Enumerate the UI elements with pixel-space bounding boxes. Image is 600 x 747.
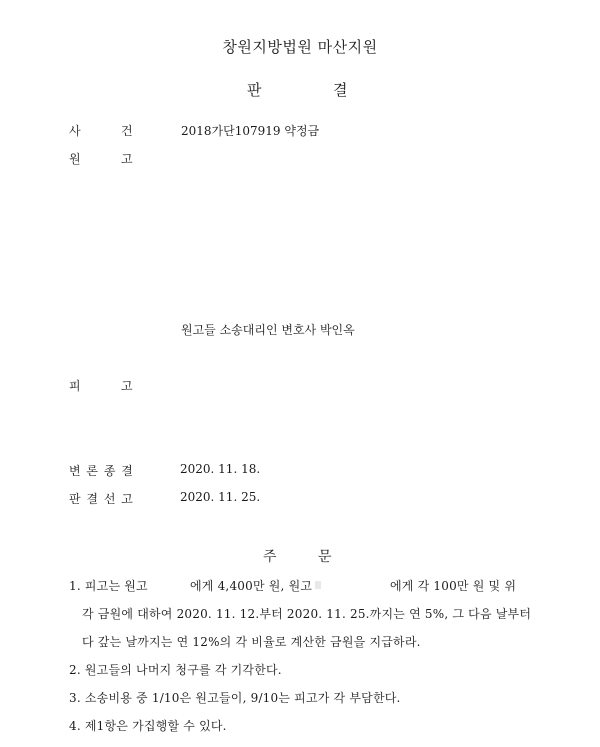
closing-argument-label: 변 론 종 결 bbox=[69, 464, 134, 478]
disposition-item-1-part-c: 에게 각 100만 원 및 위 bbox=[390, 579, 517, 593]
defendant-label-char-2: 고 bbox=[121, 379, 133, 393]
plaintiff-label-char-2: 고 bbox=[121, 152, 133, 166]
case-number: 2018가단107919 약정금 bbox=[181, 124, 320, 138]
disposition-item-4: 4. 제1항은 가집행할 수 있다. bbox=[69, 719, 227, 733]
disposition-item-1-line-3: 다 갚는 날까지는 연 12%의 각 비율로 계산한 금원을 지급하라. bbox=[82, 635, 421, 649]
defendant-label-char-1: 피 bbox=[69, 379, 81, 393]
plaintiff-label-char-1: 원 bbox=[69, 152, 81, 166]
case-label-char-1: 사 bbox=[69, 124, 81, 138]
disposition-item-1-part-a: 1. 피고는 원고 bbox=[69, 579, 148, 593]
judgment-date-label: 판 결 선 고 bbox=[69, 492, 134, 506]
document-title-char-1: 판 bbox=[247, 81, 262, 99]
disposition-item-3: 3. 소송비용 중 1/10은 원고들이, 9/10는 피고가 각 부담한다. bbox=[69, 691, 401, 705]
document-title-char-2: 결 bbox=[333, 81, 348, 99]
disposition-item-2: 2. 원고들의 나머지 청구를 각 기각한다. bbox=[69, 663, 282, 677]
plaintiff-attorney: 원고들 소송대리인 변호사 박인옥 bbox=[181, 323, 355, 337]
disposition-heading-char-2: 문 bbox=[318, 549, 332, 565]
court-name: 창원지방법원 마산지원 bbox=[222, 38, 378, 56]
disposition-item-1-part-b: 에게 4,400만 원, 원고 bbox=[190, 579, 313, 593]
redaction-mark bbox=[315, 581, 321, 589]
disposition-heading-char-1: 주 bbox=[263, 549, 277, 565]
closing-argument-date: 2020. 11. 18. bbox=[180, 462, 261, 476]
judgment-date: 2020. 11. 25. bbox=[180, 490, 261, 504]
disposition-item-1-line-2: 각 금원에 대하여 2020. 11. 12.부터 2020. 11. 25.까지는 연 5%, 그 다음 날부터 bbox=[82, 607, 532, 621]
case-label-char-2: 건 bbox=[121, 124, 133, 138]
